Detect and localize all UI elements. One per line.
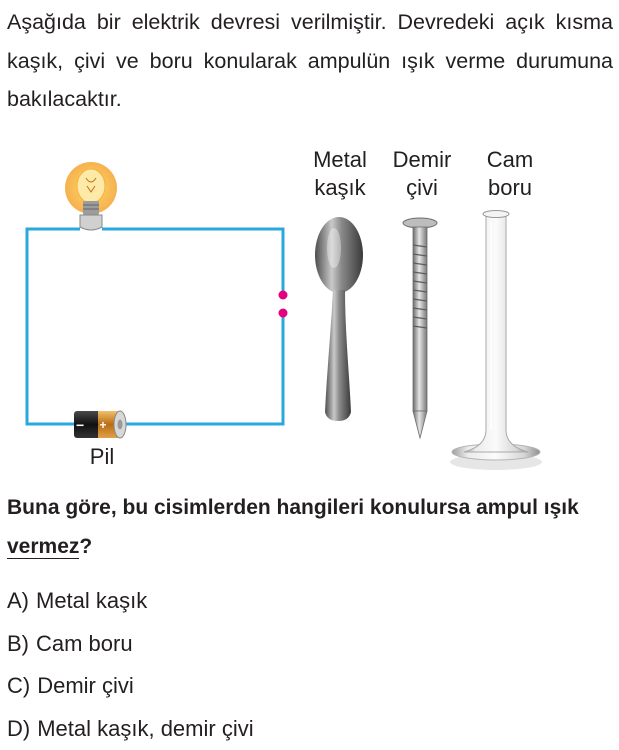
- gap-terminal-bottom: [279, 309, 288, 318]
- light-bulb-icon: [65, 162, 117, 230]
- option-letter: D): [7, 716, 30, 741]
- label-iron-nail-line1: Demir: [384, 146, 460, 174]
- option-text: Metal kaşık, demir çivi: [37, 716, 253, 741]
- option-d[interactable]: [7, 708, 254, 750]
- label-iron-nail-line2: çivi: [384, 174, 460, 202]
- label-glass-tube-line2: boru: [474, 174, 546, 202]
- label-metal-spoon: [304, 146, 376, 202]
- option-b[interactable]: [7, 623, 254, 666]
- question-negative-word: vermez: [7, 535, 79, 559]
- gap-terminal-top: [279, 291, 288, 300]
- battery-plus-sign: +: [99, 418, 106, 432]
- question-text-after: ?: [79, 535, 92, 558]
- label-iron-nail: [384, 146, 460, 202]
- metal-spoon-icon: [315, 217, 363, 421]
- label-metal-spoon-line2: kaşık: [304, 174, 376, 202]
- battery-minus-sign: −: [76, 417, 84, 433]
- option-letter: A): [7, 588, 29, 613]
- option-text: Cam boru: [36, 631, 133, 656]
- glass-tube-icon: [450, 211, 542, 471]
- option-text: Demir çivi: [37, 673, 134, 698]
- label-metal-spoon-line1: Metal: [304, 146, 376, 174]
- iron-nail-icon: [403, 218, 437, 438]
- answer-options: [7, 580, 254, 750]
- option-text: Metal kaşık: [36, 588, 147, 613]
- label-battery: Pil: [76, 443, 128, 471]
- option-c[interactable]: [7, 665, 254, 708]
- circuit-wires: [27, 229, 283, 424]
- question-text: [7, 488, 613, 566]
- intro-paragraph: Aşağıda bir elektrik devresi verilmiştir. Devredeki açık kısma kaşık, çivi ve boru konularak ampulün ışık verme durumuna bakılacaktır.: [7, 3, 613, 119]
- label-glass-tube-line1: Cam: [474, 146, 546, 174]
- option-a[interactable]: [7, 580, 254, 623]
- label-glass-tube: [474, 146, 546, 202]
- battery-icon: [74, 411, 126, 438]
- option-letter: C): [7, 673, 30, 698]
- question-text-before: Buna göre, bu cisimlerden hangileri konulursa ampul ışık: [7, 496, 579, 519]
- option-letter: B): [7, 631, 29, 656]
